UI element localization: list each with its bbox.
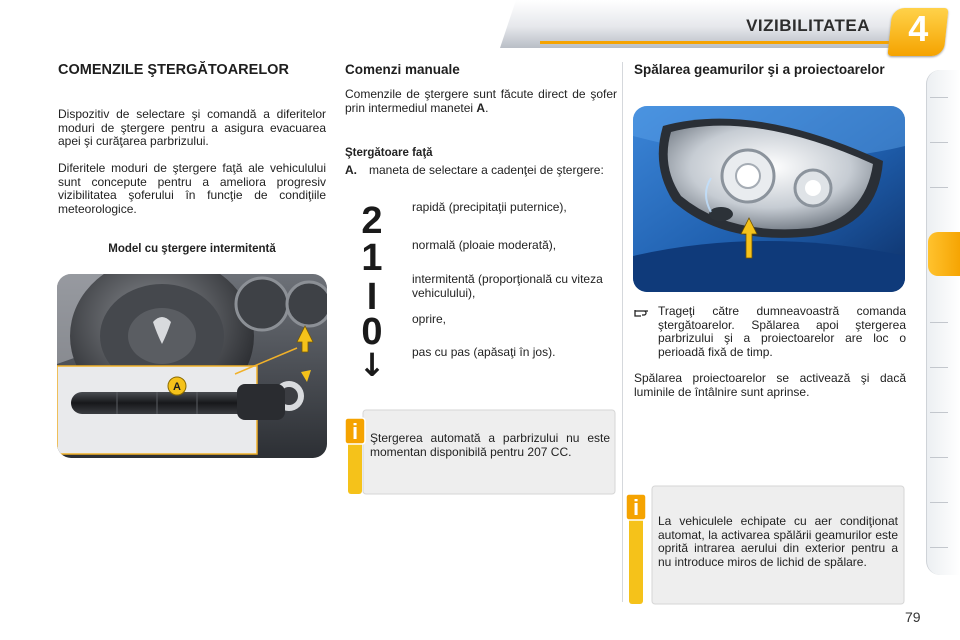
wiper-stalk-photo (57, 274, 327, 458)
speed-1-symbol (359, 237, 385, 273)
tab-divider (930, 412, 948, 413)
arrow-down-icon (359, 345, 385, 381)
section-title-manual-controls: Comenzi manuale (345, 62, 460, 77)
lever-reference: A (476, 100, 486, 115)
tab-divider (930, 502, 948, 503)
svg-text:i: i (632, 495, 640, 520)
mode-single-wipe: pas cu pas (apăsaţi în jos). (412, 345, 556, 359)
chapter-title: VIZIBILITATEA (746, 16, 870, 35)
headlamp-photo (633, 106, 905, 292)
manual-controls-text: Comenzile de ştergere sunt făcute direct de şofer prin intermediul manetei (345, 87, 617, 115)
svg-text:↓: ↓ (359, 346, 385, 381)
section-title-washing: Spălarea geamurilor şi a proiectoarelor (634, 62, 885, 77)
tab-divider (930, 97, 948, 98)
speed-2-symbol (359, 200, 385, 236)
tab-divider (930, 457, 948, 458)
off-0-symbol (359, 311, 385, 347)
headlamp-washer-illustration (633, 106, 905, 292)
svg-text:i: i (351, 419, 359, 444)
chapter-number: 4 (908, 8, 929, 49)
mode-fast: rapidă (precipitaţii puternice), (412, 200, 567, 214)
model-caption: Model cu ştergere intermitentă (108, 243, 276, 255)
lever-item-text: maneta de selectare a cadenţei de ştergere: (369, 163, 604, 177)
mode-intermittent: intermitentă (proporţională cu viteza vehiculului), (412, 272, 603, 300)
section-title-wiper-controls: COMENZILE ŞTERGĂTOARELOR (58, 62, 289, 78)
info-text-air-conditioning: La vehiculele echipate cu aer condiţionat automat, la activarea spălării geamurilor este oprită intrarea aerului din exterior pentru a nu introduce miros de lichid de spălare. (658, 514, 898, 569)
tab-divider (930, 187, 948, 188)
intermittent-symbol (359, 276, 385, 312)
washing-instruction (634, 305, 906, 359)
lever-item (345, 164, 617, 178)
page-number: 79 (905, 609, 921, 625)
description-paragraph: Diferitele moduri de ştergere faţă ale vehiculului sunt concepute pentru a ameliora progresiv vizibilitatea şoferului în funcţie de condiţiile meteorologice. (58, 161, 326, 216)
chapter-tab-active[interactable] (928, 232, 960, 276)
wiper-stalk-illustration (57, 274, 327, 458)
column-divider (622, 62, 623, 602)
front-wipers-subtitle: Ştergătoare faţă (345, 147, 433, 159)
tab-divider (930, 367, 948, 368)
washing-instruction-text: Trageţi către dumneavoastră comanda ştergătoarelor. Spălarea apoi ştergerea parbrizului şi a proiectoarelor are loc o perioadă fixă de timp. (658, 304, 906, 359)
tab-divider (930, 142, 948, 143)
mode-normal: normală (ploaie moderată), (412, 238, 557, 252)
svg-text:0: 0 (361, 311, 383, 347)
svg-text:I: I (366, 276, 378, 312)
svg-text:2: 2 (361, 200, 383, 236)
headlamp-washing-paragraph: Spălarea proiectoarelor se activează şi dacă luminile de întâlnire sunt aprinse. (634, 371, 906, 399)
lever-item-label: A. (345, 163, 357, 177)
svg-text:1: 1 (361, 237, 383, 273)
hand-pointer-icon (634, 305, 650, 319)
intro-paragraph: Dispozitiv de selectare şi comandă a diferitelor moduri de ştergere pentru a asigura evacuarea apei şi curăţarea parbrizului. (58, 107, 326, 148)
info-text-automatic-wiping: Ştergerea automată a parbrizului nu este momentan disponibilă pentru 207 CC. (370, 431, 610, 459)
punctuation: . (485, 100, 489, 115)
manual-controls-paragraph (345, 88, 617, 115)
tab-divider (930, 547, 948, 548)
tab-divider (930, 322, 948, 323)
chapter-number-badge (887, 8, 948, 56)
lever-marker-a: A (173, 381, 181, 393)
mode-off: oprire, (412, 312, 447, 326)
